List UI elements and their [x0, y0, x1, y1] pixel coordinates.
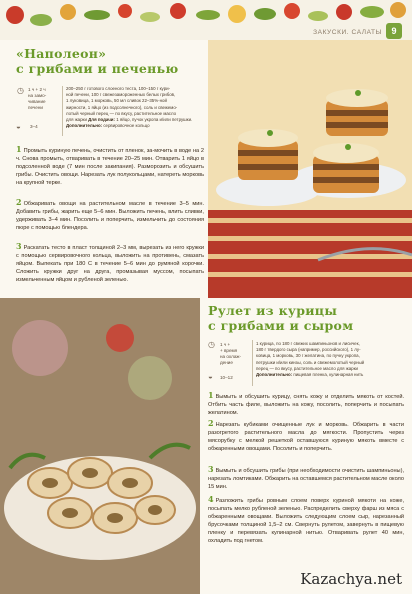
recipe2-time-line3: на охлаж- — [220, 354, 242, 359]
extra-text: сервировочное кольцо — [103, 123, 150, 129]
napoleon-photo — [208, 40, 412, 298]
ingredient-line: перец — по вкусу, растительное масло для жарки — [256, 365, 358, 371]
recipe1-step-2 — [16, 199, 204, 233]
recipe1-title-line1: «Наполеон» — [16, 46, 107, 61]
recipe2-time-line2: + время — [220, 348, 238, 353]
ingredient-line — [256, 372, 406, 378]
meta-divider — [62, 86, 63, 136]
recipe1-step-1 — [16, 146, 204, 188]
recipe2-time-line4: дение — [220, 360, 233, 365]
recipe2-time — [220, 342, 250, 366]
recipe1-time — [28, 87, 58, 111]
recipe1-time-line3: чивание — [28, 99, 46, 104]
ingredient-line: 1 курица, по 180 г свежих шампиньонов и лисичек, — [256, 341, 360, 346]
extra-text: пищевая пленка, кулинарная нить — [293, 372, 364, 378]
recipe2-title — [208, 303, 408, 333]
step-text: Разложить грибы ровным слоем поверх куриной мякоти на коже, посыпать мелко рубленой зеленью. Распределить сверху фарш из мяса с обжаренными овощами. Выложить следующим слоем сыр, нарезанный брусочками толщиной 1,5–2 см. Свернуть рулетом, завернуть в пищевую пленку и перевязать кулинарной нитью. Отваривать рулет 40 мин, охладить под гнетом. — [208, 498, 404, 544]
step-text: Нарезать кубиками очищенные лук и морковь. Обжарить в части разогретого растительного масла до мягкости. Пропустить через мясорубку с мелкой решеткой оставшуюся куриную мякоть вместе с обжаренными овощами. Посолить и поперчить. — [208, 422, 404, 452]
ingredient-line: 180 г твердого сыра (например, российского), 1 лу- — [256, 347, 361, 353]
serve-label: Для подачи: — [88, 117, 115, 123]
extra-label: Дополнительно: — [256, 372, 293, 378]
page-number: 9 — [386, 23, 402, 39]
ingredient-line: жирности, 1 яйцо (из подсолнечного), соль и свежемо- — [66, 104, 178, 110]
recipe1-step-3 — [16, 243, 204, 285]
step-number: 4 — [208, 494, 214, 504]
bowl-icon: ◒ — [16, 122, 21, 131]
running-head: ЗАКУСКИ. САЛАТЫ — [313, 29, 382, 36]
step-text: Обжаривать овощи на растительном масле в течение 3–5 мин. Добавить грибы, жарить еще 5–6 мин. Выложить печень, влить сливки, удерживать 3–4 мин. Посолить и поперчить, измельчить до состояния пюре с помощью блендера. — [16, 201, 204, 231]
recipe2-title-line1: Рулет из курицы — [208, 303, 338, 318]
recipe1-time-line4: печени — [28, 105, 43, 110]
recipe2-time-line1: 1 ч + — [220, 342, 231, 347]
ingredient-line: 200–250 г готового слоеного теста, 100–150 г кури- — [66, 86, 171, 91]
recipe1-title-line2: с грибами и печенью — [16, 61, 179, 76]
serve-text: 1 яйцо, пучок укропа и/или петрушки. — [116, 117, 193, 123]
chicken-roll-illustration — [0, 298, 200, 594]
napoleon-illustration — [208, 40, 412, 298]
step-number: 1 — [208, 390, 214, 400]
recipe1-time-line1: 1 ч + 2 ч — [28, 87, 46, 92]
recipe2-step-4 — [208, 496, 404, 545]
watermark: Kazachya.net — [300, 570, 402, 588]
recipe2-title-line2: с грибами и сыром — [208, 318, 354, 333]
ingredient-line: лотый черный перец — по вкусу, растительное масло — [66, 110, 177, 116]
clock-icon: ◷ — [17, 86, 24, 95]
ingredient-line: петрушки и/или кинзы, соль и свежемолотый черный — [256, 359, 365, 365]
step-number: 1 — [16, 144, 22, 154]
step-text: Промыть куриную печень, очистить от пленок, за-мочить в воде на 2 ч. Снова промыть, отваривать в течение 20–25 мин. Отварить 1 яйцо в подсоленной воде (7 мин после закипания). Разморозить и обсушить грибы. Очистить овощи. Нарезать лук полукольцами, натереть морковь на крупной терке. — [16, 148, 204, 186]
recipe2-step-1 — [208, 392, 404, 418]
ingredient-line: 1 луковица, 1 морковь, 50 мл сливок 22–35%-ной — [66, 98, 167, 104]
ingredient-line — [66, 123, 206, 129]
recipe1-time-line2: на замо- — [28, 93, 47, 98]
recipe2-step-2 — [208, 420, 404, 454]
ingredient-line: ной печени, 100 г свежезамороженных белых грибов, — [66, 92, 176, 98]
recipe2-step-3 — [208, 466, 404, 492]
ingredient-line: ковица, 1 морковь, 30 г желатина, по пучку укропа, — [256, 353, 360, 359]
clock-icon: ◷ — [208, 340, 215, 349]
meta-divider — [252, 340, 253, 386]
step-number: 3 — [16, 241, 22, 251]
step-number: 2 — [208, 418, 214, 428]
extra-label: Дополнительно: — [66, 123, 103, 129]
step-number: 2 — [16, 197, 22, 207]
step-text: Вымыть и обсушить грибы (при необходимости очистить шампиньоны), нарезать ломтиками. Обжарить на оставшемся растительном масле около 15 мин. — [208, 468, 404, 490]
step-text: Вымыть и обсушить курицу, снять кожу и отделить мякоть от костей. Отбить часть филе, выложить на кожу, посолить, поперчить и посыпать желатином. — [208, 394, 404, 416]
recipe1-servings: 3–4 — [30, 124, 38, 129]
recipe1-title — [16, 46, 206, 76]
chicken-roll-photo — [0, 298, 200, 594]
bowl-icon: ◒ — [208, 372, 213, 381]
recipe2-ingredients — [256, 341, 406, 378]
recipe2-servings: 10–12 — [220, 375, 233, 380]
step-text: Раскатать тесто в пласт толщиной 2–3 мм, вырезать из него кружки с помощью сервировочного кольца, выложить на противень, смазать яйцом. Выпекать при 180 С в течение 5–6 мин до румяной корочки. Сложить кружки друг на друга, промазывая муссом, посыпать измельченным яйцом и рубленой зеленью. — [16, 245, 204, 283]
step-number: 3 — [208, 464, 214, 474]
recipe1-ingredients — [66, 86, 206, 129]
ingredient-text: для жарки — [66, 117, 87, 123]
